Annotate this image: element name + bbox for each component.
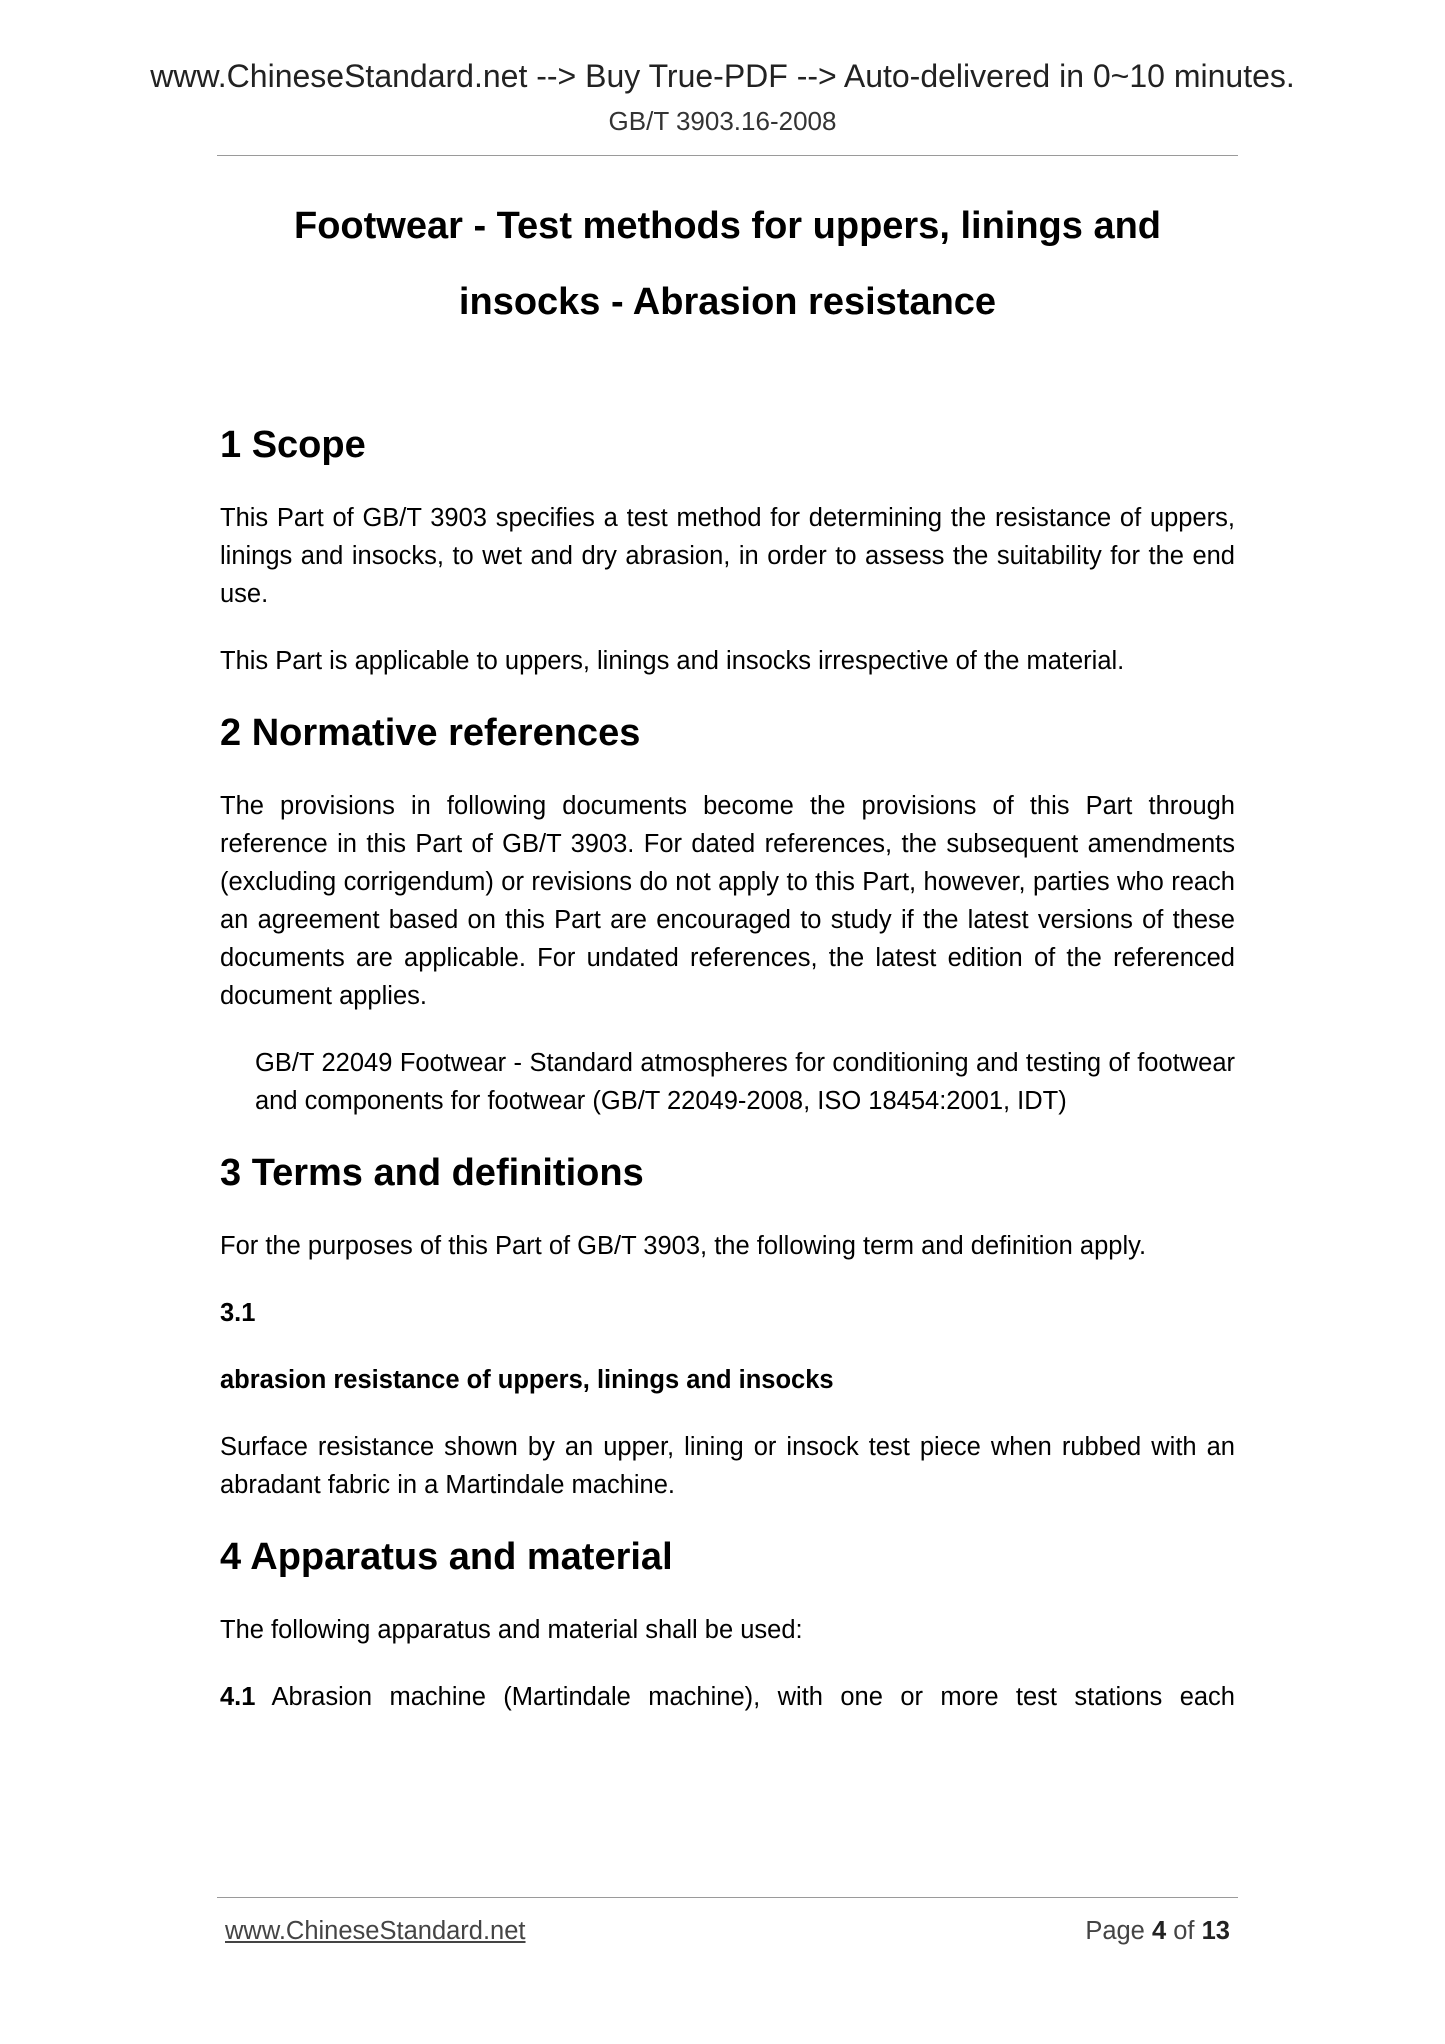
normative-paragraph-1: The provisions in following documents become the provisions of this Part through reference in this Part of GB/T 3903. For dated references, the subsequent amendments (excluding corrigendum) or revisions do not apply to this Part, however, parties who reach an agreement based on this Part are encouraged to study if the latest versions of these documents are applicable. For undated references, the latest edition of the referenced document applies. [220, 792, 1235, 1010]
footer-page-number [1085, 1917, 1230, 1946]
apparatus-paragraph-1: The following apparatus and material shall be used: [220, 1616, 803, 1644]
apparatus-item-text: Abrasion machine (Martindale machine), with one or more test stations each [271, 1683, 1235, 1711]
scope-paragraph-1: This Part of GB/T 3903 specifies a test method for determining the resistance of uppers, linings and insocks, to wet and dry abrasion, in order to assess the suitability for the end use. [220, 504, 1235, 608]
apparatus-item-4-1 [220, 1678, 1235, 1716]
term-number: 3.1 [220, 1299, 256, 1327]
page-total: 13 [1201, 1917, 1230, 1945]
section-heading-terms-definitions: 3 Terms and definitions [220, 1152, 644, 1194]
header-standard-code: GB/T 3903.16-2008 [608, 106, 837, 136]
term-name: abrasion resistance of uppers, linings and insocks [220, 1366, 834, 1394]
section-heading-scope: 1 Scope [220, 424, 366, 466]
document-title-line-1: Footwear - Test methods for uppers, linings and [293, 205, 1162, 247]
document-body [220, 188, 1235, 1716]
document-title-line-2: insocks - Abrasion resistance [458, 281, 997, 323]
apparatus-item-number: 4.1 [220, 1683, 256, 1711]
header-banner: www.ChineseStandard.net --> Buy True-PDF --> Auto-delivered in 0~10 minutes. [150, 58, 1295, 94]
document-title [220, 188, 1235, 340]
normative-reference-1: GB/T 22049 Footwear - Standard atmospheres for conditioning and testing of footwear and components for footwear (GB/T 22049-2008, ISO 18454:2001, IDT) [255, 1049, 1235, 1115]
terms-paragraph-1: For the purposes of this Part of GB/T 3903, the following term and definition apply. [220, 1232, 1147, 1260]
scope-paragraph-2: This Part is applicable to uppers, linings and insocks irrespective of the material. [220, 647, 1125, 675]
page-current: 4 [1151, 1917, 1167, 1945]
footer-divider [217, 1897, 1238, 1898]
section-heading-normative-references: 2 Normative references [220, 712, 641, 754]
page-label: Page [1085, 1917, 1145, 1945]
page-of: of [1173, 1917, 1195, 1945]
header-divider [217, 155, 1238, 156]
term-definition: Surface resistance shown by an upper, lining or insock test piece when rubbed with an abradant fabric in a Martindale machine. [220, 1433, 1235, 1499]
section-heading-apparatus: 4 Apparatus and material [220, 1536, 673, 1578]
footer-website-link[interactable]: www.ChineseStandard.net [225, 1917, 526, 1945]
